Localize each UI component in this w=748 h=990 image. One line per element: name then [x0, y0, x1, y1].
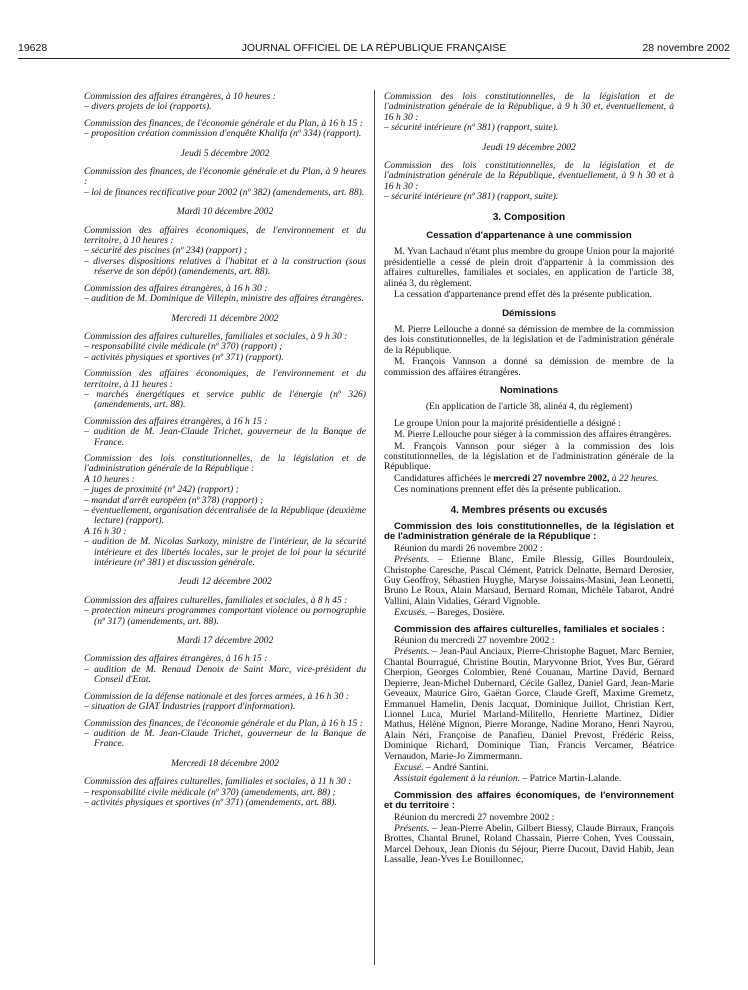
present-label: Présents.	[394, 822, 430, 834]
present-label: Présents.	[394, 646, 430, 658]
agenda-block	[84, 332, 366, 363]
day-heading: Mardi 10 décembre 2002	[176, 206, 274, 218]
section-heading: 4. Membres présents ou excusés	[450, 504, 608, 516]
commission-line: Commission des affaires étrangères, à 10 heures :	[84, 91, 276, 102]
paragraph: M. François Vannson pour siéger à la commission des lois constitutionnelles, de la législation et de l'administration générale de la République.	[384, 440, 674, 473]
agenda-block	[384, 161, 674, 203]
agenda-block	[84, 284, 366, 305]
present-list: – Jean-Paul Anciaux, Pierre-Christophe Baguet, Marc Bernier, Chantal Bourragué, Christine Boutin, Maryvonne Briot, Yves Bur, Gérard Cherpion, Georges Colombier, René Couanau, Martine David, Bernard Depierre, Jean-Michel Dubernard, Cécile Gallez, Daniel Gard, Jean-Marie Geveaux, Maurice Giro, Gaëtan Gorce, Claude Greff, Maxime Gremetz, Emmanuel Hamelin, Denis Jacquat, Dominique Juillot, Christian Kert, Lionnel Luca, Muriel Marland-Militello, Henriette Martinez, Didier Mathus, Hélène Mignon, Pierre Morange, Nadine Morano, Henri Nayrou, Alain Néri, Françoise de Panafieu, Daniel Prevost, Frédéric Reiss, Dominique Richard, Dominique Tian, Francis Vercamer, Béatrice Vernaudon, Marie-Jo Zimmermann.	[384, 646, 674, 762]
agenda-block	[84, 119, 366, 140]
agenda-item: – juges de proximité (nº 242) (rapport) ;	[84, 484, 239, 496]
also-attended-list: – Patrice Martin-Lalande.	[520, 773, 622, 785]
journal-title: JOURNAL OFFICIEL DE LA RÉPUBLIQUE FRANÇAISE	[241, 42, 507, 54]
day-heading: Mercredi 11 décembre 2002	[171, 312, 279, 324]
paragraph: M. François Vannson a donné sa démission de membre de la commission des affaires étrangères.	[384, 356, 674, 378]
meeting-line: Réunion du mercredi 27 novembre 2002 :	[394, 811, 555, 823]
agenda-block	[384, 92, 674, 134]
agenda-item: – divers projets de loi (rapports).	[84, 101, 212, 113]
agenda-item: – responsabilité civile médicale (nº 370) (amendements, art. 88) ;	[84, 786, 336, 798]
present-label: Présents.	[394, 554, 430, 566]
paragraph-centered: (En application de l'article 38, alinéa 4, du règlement)	[425, 401, 633, 413]
agenda-item: – responsabilité civile médicale (nº 370) (rapport) ;	[84, 341, 283, 353]
agenda-block	[84, 719, 366, 750]
section-heading: 3. Composition	[492, 211, 566, 223]
agenda-block	[84, 654, 366, 685]
agenda-item: – activités physiques et sportives (nº 371) (amendements, art. 88).	[84, 796, 337, 808]
paragraph: Ces nominations prennent effet dès la présente publication.	[394, 484, 621, 496]
agenda-block	[84, 596, 366, 627]
agenda-item: – activités physiques et sportives (nº 371) (rapport).	[84, 351, 284, 363]
agenda-item: – audition de M. Jean-Claude Trichet, gouverneur de la Banque de France.	[84, 426, 366, 448]
excused-label: Excusés.	[394, 607, 428, 619]
paragraph: La cessation d'appartenance prend effet dès la présente publication.	[394, 289, 653, 301]
header-rule	[18, 58, 730, 59]
agenda-item: – sécurité intérieure (nº 381) (rapport, suite).	[384, 122, 559, 134]
agenda-item: – audition de M. Renaud Denoix de Saint Marc, vice-président du Conseil d'Etat.	[84, 663, 366, 686]
page-header	[18, 42, 730, 56]
commission-line: Commission des finances, de l'économie générale et du Plan, à 16 h 15 :	[84, 117, 363, 129]
subsection-heading: Démissions	[502, 307, 556, 319]
agenda-item: – audition de M. Dominique de Villepin, ministre des affaires étrangères.	[84, 293, 364, 305]
commission-line: Commission des affaires culturelles, familiales et sociales, à 9 h 30 :	[84, 330, 348, 342]
attendance-paragraph	[384, 763, 674, 773]
attendance-paragraph	[384, 608, 674, 618]
commission-line: Commission des affaires culturelles, familiales et sociales, à 8 h 45 :	[84, 594, 348, 606]
commission-line: Commission des finances, de l'économie générale et du Plan, à 16 h 15 :	[84, 717, 363, 729]
commission-line: Commission des affaires étrangères, à 16 h 15 :	[84, 415, 268, 427]
agenda-item: – mandat d'arrêt européen (nº 378) (rapport) ;	[84, 494, 264, 506]
issue-date: 28 novembre 2002	[642, 42, 730, 54]
day-heading: Jeudi 5 décembre 2002	[180, 147, 270, 159]
paragraph: Le groupe Union pour la majorité présidentielle a désigné :	[394, 417, 621, 429]
paragraph: M. Pierre Lellouche pour siéger à la commission des affaires étrangères.	[394, 429, 672, 441]
paragraph: M. Yvan Lachaud n'étant plus membre du groupe Union pour la majorité présidentielle a cessé de plein droit d'appartenir à la commission des affaires culturelles, familiales et sociales, en application de l'article 38, alinéa 3, du règlement.	[384, 246, 674, 289]
meeting-line: Réunion du mardi 26 novembre 2002 :	[394, 542, 543, 554]
agenda-block	[84, 777, 366, 808]
agenda-item: – proposition création commission d'enquête Khalifa (nº 334) (rapport).	[84, 128, 362, 140]
commission-line: Commission des affaires étrangères, à 16 h 15 :	[84, 653, 268, 665]
column-divider	[374, 90, 375, 965]
commission-line: Commission des affaires étrangères, à 16 h 30 :	[84, 282, 268, 294]
agenda-item: – protection mineurs programmes comportant violence ou pornographie (nº 317) (amendements, art. 88).	[84, 605, 366, 627]
agenda-block	[84, 692, 366, 713]
commission-line: Commission des affaires culturelles, familiales et sociales, à 11 h 30 :	[84, 776, 352, 788]
excused-list: – Bareges, Dosière.	[427, 607, 505, 619]
candidatures-time: à 22 heures.	[609, 472, 659, 484]
commission-line: Commission des lois constitutionnelles, de la législation et de l'administration générale de la République, éventuellement, à 9 h 30 et à 16 h 30 :	[384, 160, 674, 192]
agenda-block	[84, 167, 366, 198]
day-heading: Mercredi 18 décembre 2002	[171, 757, 279, 769]
excused-label: Excusé.	[394, 761, 424, 773]
also-attended-label: Assistait également à la réunion.	[394, 773, 521, 785]
present-list: – Jean-Pierre Abelin, Gilbert Biessy, Claude Birraux, François Brottes, Chantal Brunel, Roland Chassain, Pierre Cohen, Yves Coussain, Marcel Dehoux, Jean Dionis du Séjour, Pierre Ducout, David Habib, Jean Lassalle, Jean-Yves Le Bouillonnec,	[384, 822, 674, 866]
day-heading: Mardi 17 décembre 2002	[176, 635, 274, 647]
page-number: 19628	[18, 42, 48, 54]
commission-line: Commission des affaires économiques, de l'environnement et du territoire, à 10 heures :	[84, 224, 366, 247]
agenda-item: – situation de GIAT Industries (rapport d'information).	[84, 701, 296, 713]
commission-line: Commission des finances, de l'économie générale et du Plan, à 9 heures :	[84, 166, 366, 188]
commission-line: Commission des affaires économiques, de l'environnement et du territoire, à 11 heures :	[84, 368, 366, 390]
agenda-block	[84, 454, 366, 568]
commission-heading: Commission des affaires culturelles, familiales et sociales :	[394, 623, 665, 635]
commission-line: Commission des lois constitutionnelles, de la législation et de l'administration générale de la République :	[84, 452, 366, 475]
day-heading: Jeudi 19 décembre 2002	[482, 141, 576, 153]
paragraph	[384, 474, 674, 484]
excused-list: – André Santini.	[423, 761, 489, 773]
meeting-line: Réunion du mercredi 27 novembre 2002 :	[394, 635, 555, 647]
agenda-item: – audition de M. Nicolas Sarkozy, ministre de l'intérieur, de la sécurité intérieure et des libertés locales, sur le projet de loi pour la sécurité intérieure (nº 381) et discussion générale.	[84, 536, 366, 569]
time-subheading: A 16 h 30 :	[84, 525, 127, 537]
day-heading: Jeudi 12 décembre 2002	[178, 576, 272, 588]
agenda-item: – marchés énergétiques et service public de l'énergie (nº 326) (amendements, art. 88).	[84, 388, 366, 411]
left-column	[84, 92, 366, 814]
attendance-paragraph	[384, 647, 674, 761]
subsection-heading: Nominations	[499, 384, 559, 396]
right-column	[384, 92, 674, 867]
agenda-block	[84, 92, 366, 113]
time-subheading: A 10 heures :	[84, 473, 135, 485]
agenda-block	[84, 369, 366, 411]
agenda-item: – sécurité intérieure (nº 381) (rapport, suite).	[384, 191, 559, 203]
agenda-block	[84, 417, 366, 448]
agenda-item: – loi de finances rectificative pour 2002 (nº 382) (amendements, art. 88).	[84, 186, 365, 198]
commission-heading: Commission des affaires économiques, de l'environnement et du territoire :	[384, 789, 674, 812]
attendance-paragraph	[384, 555, 674, 607]
attendance-paragraph	[384, 774, 674, 784]
agenda-block	[84, 226, 366, 278]
agenda-item: – diverses dispositions relatives à l'habitat et à la construction (sous réserve de son dépôt) (amendements, art. 88).	[84, 255, 366, 278]
commission-line: Commission de la défense nationale et des forces armées, à 16 h 30 :	[84, 690, 350, 702]
agenda-item: – éventuellement, organisation décentralisée de la République (deuxième lecture) (rapport).	[84, 505, 366, 527]
agenda-item: – sécurité des piscines (nº 234) (rapport) ;	[84, 245, 248, 257]
subsection-heading: Cessation d'appartenance à une commission	[426, 230, 632, 242]
agenda-item: – audition de M. Jean-Claude Trichet, gouverneur de la Banque de France.	[84, 727, 366, 750]
present-list: – Etienne Blanc, Emile Blessig, Gilles Bourdouleix, Christophe Caresche, Pascal Clément, Patrick Delnatte, Bernard Derosier, Guy Geoffroy, Sébastien Huyghe, Maryse Joissains-Masini, Jean Leonetti, Bruno Le Roux, Alain Marsaud, Bernard Roman, Michèle Tabarot, André Vallini, Alain Vidalies, Gérard Vignoble.	[384, 554, 674, 607]
commission-line: Commission des lois constitutionnelles, de la législation et de l'administration générale de la République, à 9 h 30 et, éventuellement, à 16 h 30 :	[384, 91, 674, 123]
candidatures-date: mercredi 27 novembre 2002,	[493, 472, 610, 484]
paragraph: M. Pierre Lellouche a donné sa démission de membre de la commission des lois constitutionnelles, de la législation et de l'administration générale de la République.	[384, 323, 674, 356]
attendance-paragraph	[384, 824, 674, 866]
candidatures-text: Candidatures affichées le	[394, 472, 494, 484]
commission-heading: Commission des lois constitutionnelles, de la législation et de l'administration générale de la République :	[384, 521, 674, 543]
